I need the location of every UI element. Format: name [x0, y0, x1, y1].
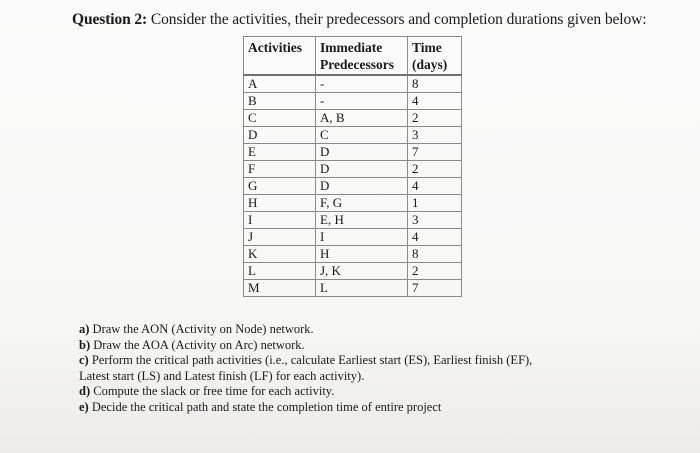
cell-time: 4	[408, 177, 462, 194]
cell-activity: E	[244, 143, 316, 160]
cell-time: 3	[408, 126, 462, 143]
cell-predecessors: D	[316, 160, 408, 177]
part-b: b) Draw the AOA (Activity on Arc) network.	[79, 337, 305, 352]
cell-activity: I	[244, 211, 316, 228]
cell-time: 2	[408, 262, 462, 279]
part-a: a) Draw the AON (Activity on Node) network.	[79, 322, 314, 336]
cell-activity: J	[244, 228, 316, 245]
cell-activity: M	[244, 279, 316, 296]
table-body	[244, 75, 462, 297]
cell-predecessors: A, B	[316, 109, 408, 126]
table-row	[244, 109, 462, 126]
cell-predecessors: C	[316, 126, 408, 143]
table-row	[244, 143, 462, 160]
cell-predecessors: -	[316, 75, 408, 93]
cell-time: 1	[408, 194, 462, 211]
question-parts	[79, 322, 679, 415]
table-row	[244, 160, 462, 177]
cell-time: 2	[408, 109, 462, 126]
table-row	[244, 211, 462, 228]
cell-activity: A	[244, 75, 316, 93]
header-time: Time (days)	[408, 37, 462, 75]
cell-predecessors: H	[316, 245, 408, 262]
table-header-row	[244, 37, 462, 75]
part-d: d) Compute the slack or free time for each activity.	[79, 384, 335, 398]
cell-predecessors: D	[316, 143, 408, 160]
table-row	[244, 262, 462, 279]
table-row	[244, 177, 462, 194]
table-row	[244, 279, 462, 296]
cell-predecessors: J, K	[316, 262, 408, 279]
cell-time: 2	[408, 160, 462, 177]
cell-time: 8	[408, 245, 462, 262]
cell-activity: C	[244, 109, 316, 126]
question-label: Question 2:	[72, 11, 148, 28]
table-row	[244, 228, 462, 245]
table-row	[244, 194, 462, 211]
cell-activity: L	[244, 262, 316, 279]
cell-predecessors: D	[316, 177, 408, 194]
question-text: Consider the activities, their predecessors and completion durations given below:	[147, 11, 647, 28]
cell-time: 7	[408, 279, 462, 296]
table-row	[244, 126, 462, 143]
cell-predecessors: I	[316, 228, 408, 245]
cell-time: 4	[408, 92, 462, 109]
table-row	[244, 92, 462, 109]
cell-time: 8	[408, 75, 462, 93]
table-row	[244, 245, 462, 262]
table-row	[244, 75, 462, 93]
cell-activity: F	[244, 160, 316, 177]
header-activities: Activities	[244, 37, 316, 75]
question-heading	[72, 11, 646, 29]
cell-activity: B	[244, 92, 316, 109]
cell-activity: D	[244, 126, 316, 143]
cell-time: 3	[408, 211, 462, 228]
cell-time: 7	[408, 143, 462, 160]
cell-time: 4	[408, 228, 462, 245]
cell-predecessors: E, H	[316, 211, 408, 228]
header-predecessors: Immediate Predecessors	[316, 37, 408, 75]
activities-table	[243, 36, 462, 297]
cell-activity: H	[244, 194, 316, 211]
cell-predecessors: L	[316, 279, 408, 296]
cell-predecessors: -	[316, 92, 408, 109]
cell-activity: K	[244, 245, 316, 262]
part-e: e) Decide the critical path and state the completion time of entire project	[79, 399, 442, 414]
part-c: c) Perform the critical path activities (i.e., calculate Earliest start (ES), Earliest finish (EF),	[79, 353, 533, 367]
cell-activity: G	[244, 177, 316, 194]
part-c-continued: Latest start (LS) and Latest finish (LF) for each activity).	[79, 368, 365, 383]
cell-predecessors: F, G	[316, 194, 408, 211]
